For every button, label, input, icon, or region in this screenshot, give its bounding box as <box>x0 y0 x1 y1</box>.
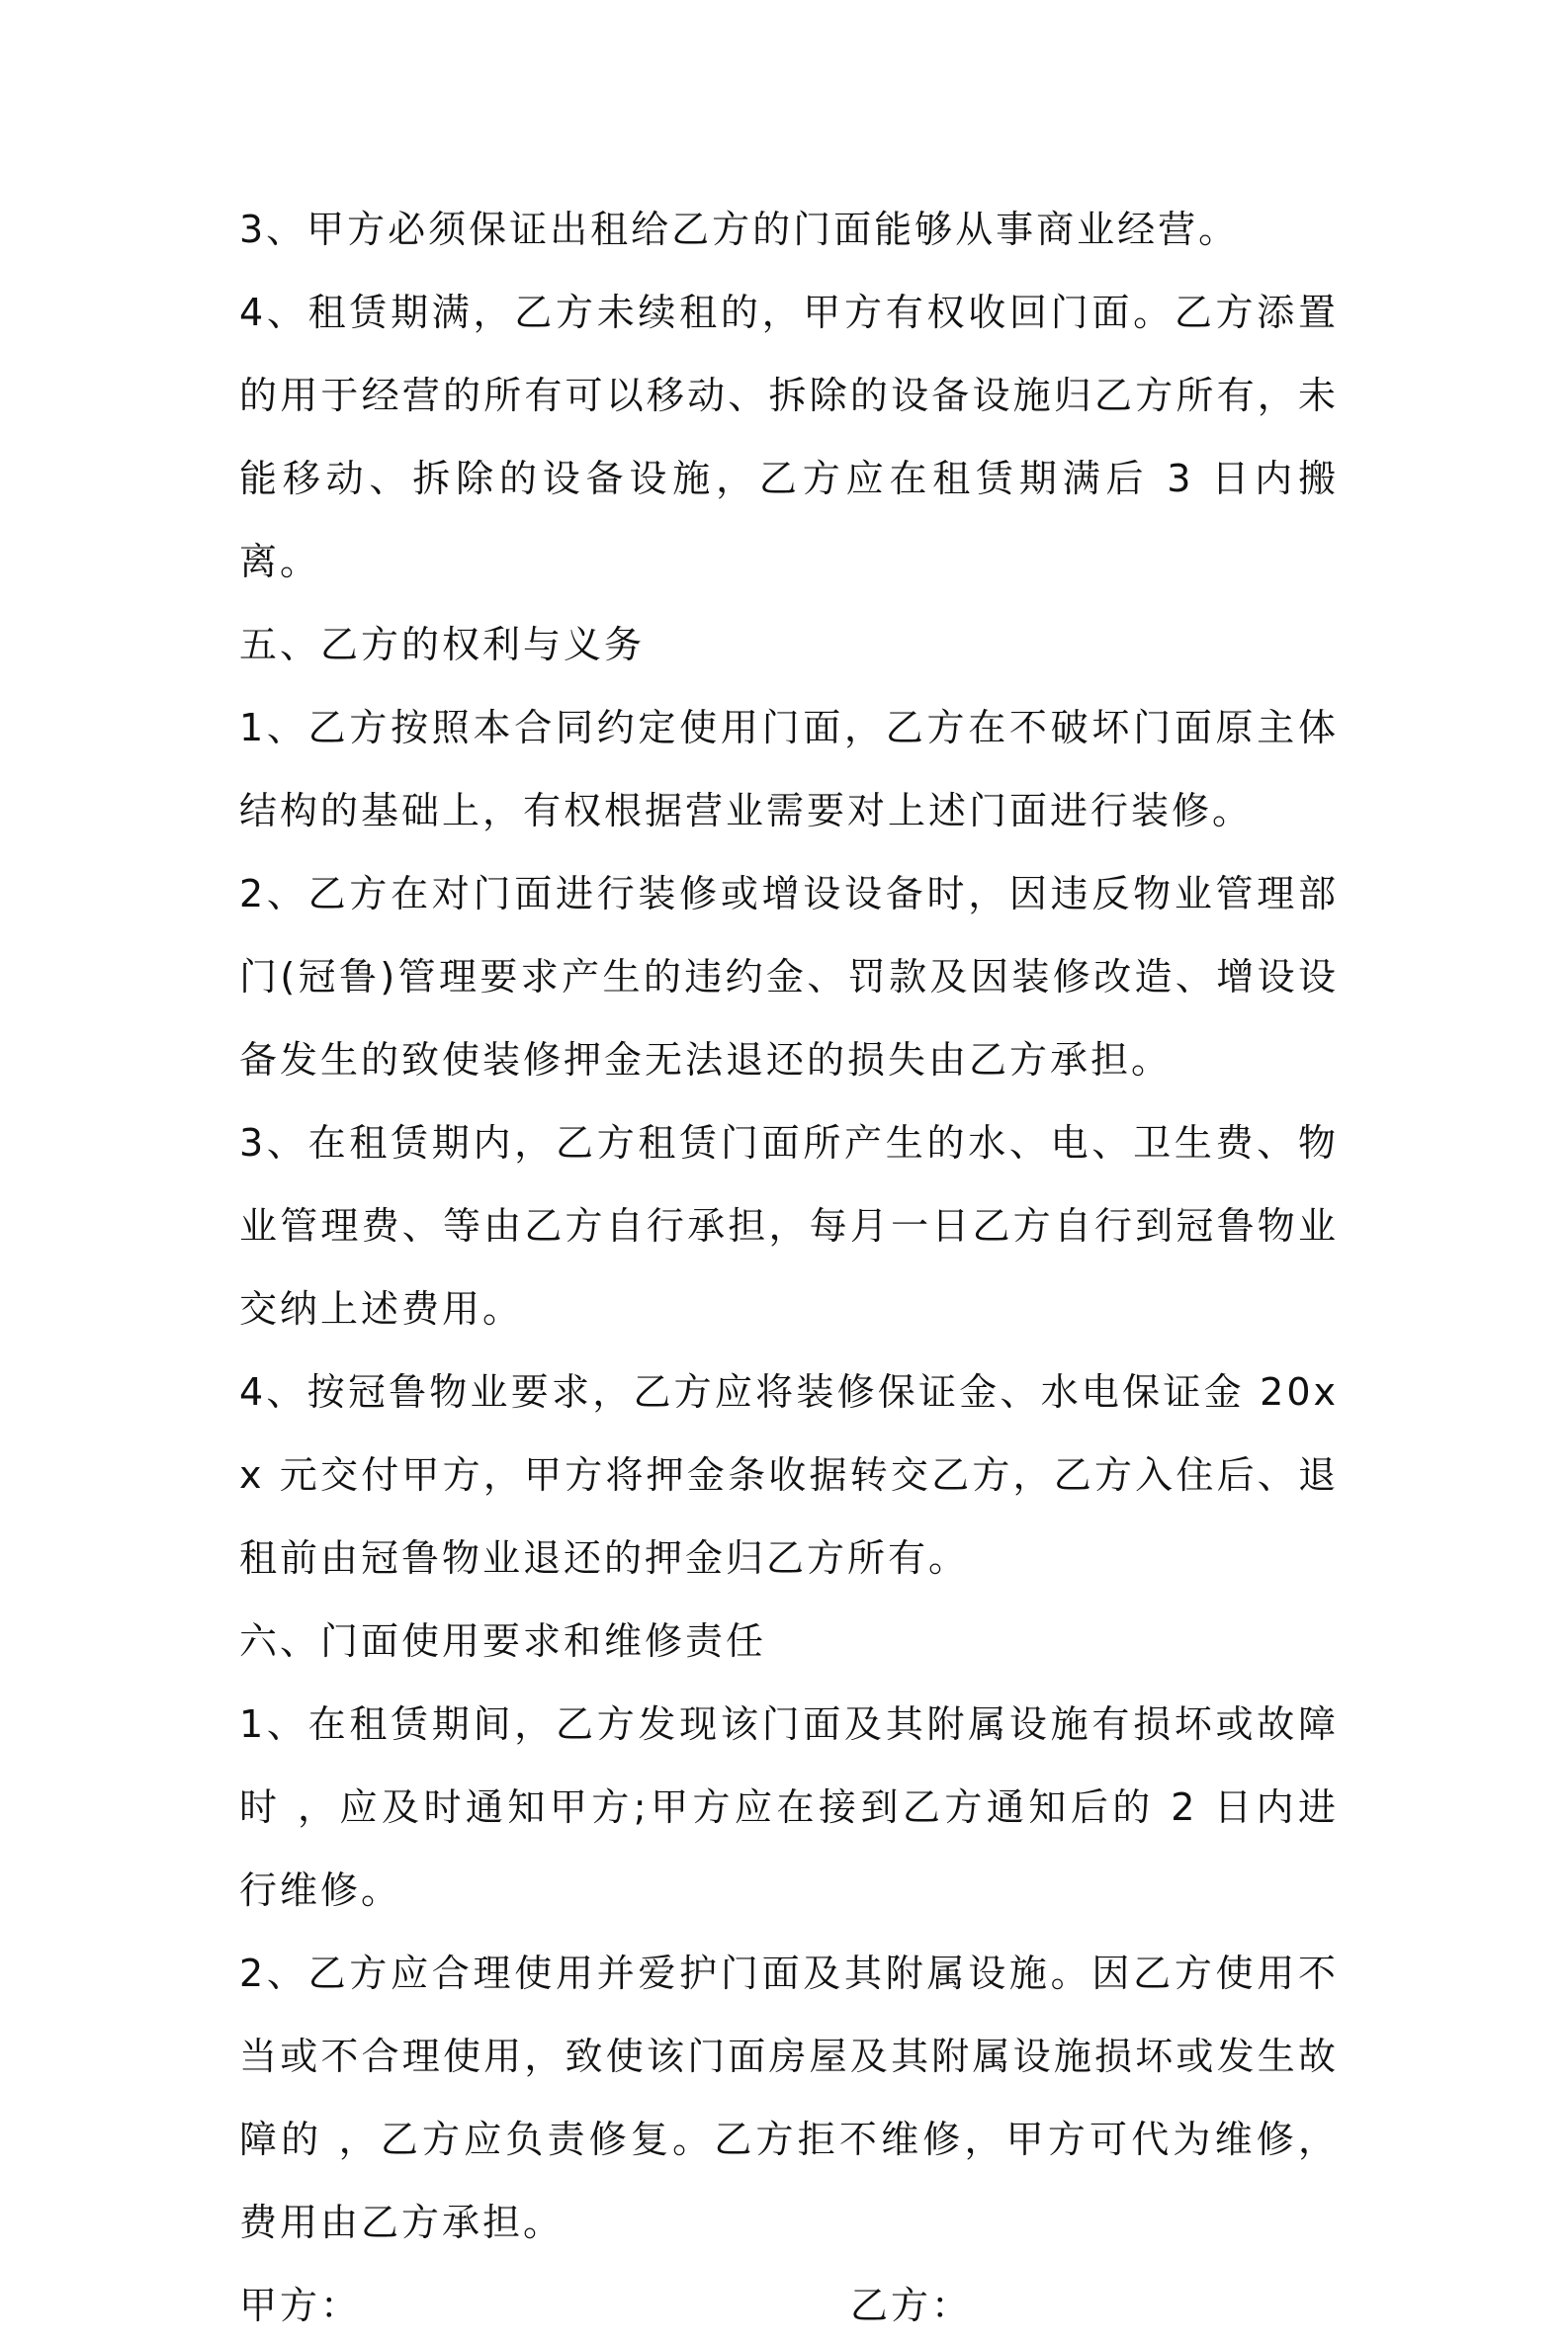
section-6-title: 六、门面使用要求和维修责任 <box>239 1619 767 1663</box>
party-a-signature-label: 甲方： <box>239 2284 362 2327</box>
section-5-item-1: 1、乙方按照本合同约定使用门面，乙方在不破坏门面原主体结构的基础上，有权根据营业需要对上述门面进行装修。 <box>239 706 1339 832</box>
document-body <box>239 188 1339 2347</box>
section-5-title: 五、乙方的权利与义务 <box>239 623 646 666</box>
clause-4: 4、租赁期满，乙方未续租的，甲方有权收回门面。乙方添置的用于经营的所有可以移动、拆除的设备设施归乙方所有，未能移动、拆除的设备设施，乙方应在租赁期满后 3 日内搬离。 <box>239 291 1339 583</box>
section-5-item-4: 4、按冠鲁物业要求，乙方应将装修保证金、水电保证金 20xx 元交付甲方，甲方将押金条收据转交乙方，乙方入住后、退租前由冠鲁物业退还的押金归乙方所有。 <box>239 1370 1339 1580</box>
signature-row <box>239 2264 1339 2347</box>
section-5-item-3: 3、在租赁期内，乙方租赁门面所产生的水、电、卫生费、物业管理费、等由乙方自行承担，每月一日乙方自行到冠鲁物业交纳上述费用。 <box>239 1121 1339 1331</box>
section-6-item-1: 1、在租赁期间，乙方发现该门面及其附属设施有损坏或故障时 ，应及时通知甲方;甲方应在接到乙方通知后的 2 日内进行维修。 <box>239 1702 1339 1912</box>
section-6-item-2: 2、乙方应合理使用并爱护门面及其附属设施。因乙方使用不当或不合理使用，致使该门面房屋及其附属设施损坏或发生故障的 ，乙方应负责修复。乙方拒不维修，甲方可代为维修，费用由乙方承担。 <box>239 1952 1339 2244</box>
party-b-signature-label: 乙方： <box>850 2284 973 2327</box>
section-5-item-2: 2、乙方在对门面进行装修或增设设备时，因违反物业管理部门(冠鲁)管理要求产生的违约金、罚款及因装修改造、增设设备发生的致使装修押金无法退还的损失由乙方承担。 <box>239 872 1339 1082</box>
clause-3: 3、甲方必须保证出租给乙方的门面能够从事商业经营。 <box>239 208 1240 251</box>
